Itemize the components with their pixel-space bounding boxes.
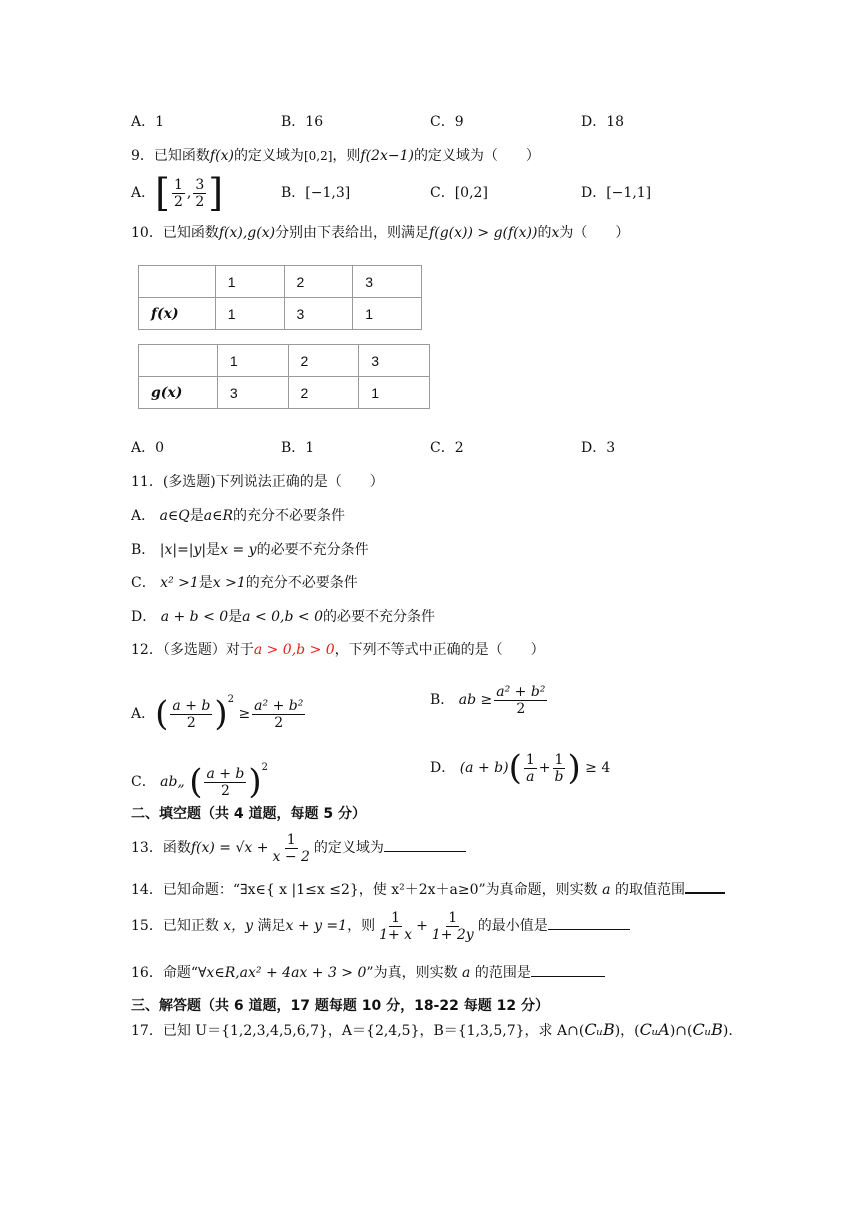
q10-stem-text: 10．已知函数 [131, 225, 219, 241]
option-label: D． [430, 760, 456, 776]
q17-complement-a: CᵤA [639, 1020, 670, 1039]
q15-condition: x + y =1 [285, 918, 348, 934]
math: x >1 [212, 575, 246, 591]
answer-blank[interactable] [384, 837, 466, 852]
q16-stem-text-2: ”为真，则实数 [366, 965, 458, 981]
fraction [193, 177, 206, 210]
q17-complement-b: CᵤB [584, 1020, 615, 1039]
q9-option-d: D．[−1,1] [581, 185, 652, 201]
q9-stem-text-2: 的定义域为 [233, 148, 304, 164]
denominator: 2 [516, 700, 526, 717]
math: x = y [220, 542, 257, 558]
math: ab„ [160, 774, 185, 790]
q17-line [131, 1020, 733, 1041]
q9-option-b: B．[−1,3] [281, 185, 351, 201]
right-paren: ) [248, 762, 262, 802]
table-cell: 1 [353, 298, 422, 330]
q11-stem: 11．(多选题)下列说法正确的是（ ） [131, 474, 384, 490]
q10-stem-text-3: 的 [537, 225, 552, 241]
table-cell: 1 [215, 298, 284, 330]
q9-stem-text-3: ，则 [332, 148, 361, 164]
numerator: 1 [448, 909, 458, 926]
fraction [252, 698, 305, 731]
q16-math: ∀x∈R,ax² + 4ax + 3 > 0 [197, 965, 367, 981]
text: 的充分不必要条件 [233, 508, 346, 524]
math: ≥ 4 [585, 760, 611, 776]
section-3-title: 三、解答题（共 6 道题，17 题每题 10 分，18-22 每题 12 分） [131, 998, 549, 1014]
q11-option-d [131, 607, 435, 627]
text: 是 [198, 575, 213, 591]
q13-line [131, 830, 466, 866]
text: 是 [189, 508, 204, 524]
q13-stem-text-2: 的定义域为 [313, 840, 384, 856]
q10-stem [131, 223, 629, 243]
table-cell: 2 [288, 377, 359, 409]
numerator: a + b [172, 697, 211, 714]
q10-option-c: C．2 [430, 440, 464, 456]
table-cell: 3 [217, 377, 288, 409]
q8-option-a: A．1 [131, 114, 165, 130]
q12-stem-text-2: ，下列不等式中正确的是（ ） [334, 642, 545, 658]
fraction [172, 177, 185, 210]
q8-option-b: B．16 [281, 114, 324, 130]
table-cell: 1 [217, 345, 288, 377]
math: (a + b) [459, 760, 509, 776]
q15-line [131, 906, 630, 946]
numerator: a² + b² [254, 697, 304, 714]
q11-option-b [131, 540, 369, 560]
denominator: x − 2 [272, 848, 310, 865]
table-row [139, 266, 422, 298]
q12-stem [131, 640, 545, 660]
option-label: D． [131, 609, 157, 625]
math: a∈Q [159, 508, 190, 524]
option-label: C． [131, 575, 156, 591]
q12-option-a [131, 680, 307, 734]
table-cell: 2 [284, 266, 353, 298]
denominator: 2 [173, 193, 183, 210]
q15-stem-text-3: ，则 [347, 918, 376, 934]
q14-line [131, 878, 725, 900]
q9-fx: f(x) [209, 148, 234, 164]
q10-option-b: B．1 [281, 440, 315, 456]
table-cell [139, 266, 216, 298]
q17-complement-b-2: CᵤB [692, 1020, 723, 1039]
q9-option-a: A．[ $\frac{1}{2}$ , $\frac{3}{2}$ ] [131, 171, 224, 215]
option-label: A． [131, 706, 156, 722]
q9-option-c: C．[0,2] [430, 185, 488, 201]
q15-stem-text: 15．已知正数 [131, 918, 219, 934]
table-cell: 3 [284, 298, 353, 330]
q15-stem-text-4: 的最小值是 [477, 918, 548, 934]
q12-option-c [131, 746, 268, 804]
numerator: 1 [286, 831, 296, 848]
q9-f2x: f(2x−1) [360, 148, 414, 164]
denominator: 1+ x [379, 926, 413, 943]
q11-option-c [131, 573, 358, 593]
fraction [552, 752, 565, 785]
text: 的必要不充分条件 [256, 542, 369, 558]
table-g [138, 344, 430, 409]
answer-blank[interactable] [548, 915, 630, 930]
fraction [524, 752, 537, 785]
q16-line [131, 962, 605, 983]
table-cell: 3 [359, 345, 430, 377]
q16-stem-text: 16．命题“ [131, 965, 198, 981]
q9-option-a-label: A． [131, 185, 156, 201]
text: 的充分不必要条件 [245, 575, 358, 591]
q17-text-3: )∩( [669, 1023, 693, 1039]
table-cell: 3 [353, 266, 422, 298]
table-cell: 1 [215, 266, 284, 298]
numerator: 1 [173, 176, 183, 193]
table-cell [139, 345, 218, 377]
q17-text-4: ). [722, 1023, 733, 1039]
q10-stem-text-2: 分别由下表给出，则满足 [275, 225, 430, 241]
q16-stem-text-3: 的范围是 [474, 965, 531, 981]
fraction [377, 910, 414, 943]
q17-text: 17．已知 U＝{1,2,3,4,5,6,7}，A＝{2,4,5}，B＝{1,3,5,7}，求 A∩( [131, 1023, 585, 1039]
text: 是 [206, 542, 221, 558]
fraction [270, 832, 311, 865]
q17-text-2: )，( [614, 1023, 640, 1039]
math: |x|=|y| [159, 542, 207, 558]
q13-fx: f(x) = √x + [190, 840, 269, 856]
q9-stem-text: 9．已知函数 [131, 148, 210, 164]
option-label: B． [430, 692, 455, 708]
ge-symbol: ≥ [238, 706, 251, 722]
q16-var: a [462, 965, 471, 981]
ge-symbol: ≥ [480, 692, 493, 708]
exponent: 2 [261, 762, 269, 773]
numerator: 1 [525, 751, 535, 768]
denominator: 2 [186, 714, 196, 731]
q10-inequality: f(g(x)) > g(f(x)) [429, 225, 538, 241]
q8-option-d: D．18 [581, 114, 625, 130]
q12-condition: a > 0,b > 0 [253, 642, 335, 658]
q11-option-a [131, 506, 345, 526]
text: 是 [228, 609, 243, 625]
table-row-label: f(x) [139, 298, 216, 330]
denominator: 2 [195, 193, 205, 210]
q12-option-d: D． (a + b)( $\frac{1}{a}$ + $\frac{1}{b}$ ) ≥ 4 [430, 748, 611, 788]
q9-stem-text-4: 的定义域为（ ） [413, 148, 540, 164]
math: a < 0,b < 0 [242, 609, 324, 625]
q10-stem-text-4: 为（ ） [559, 225, 630, 241]
table-row [139, 298, 422, 330]
numerator: 1 [391, 909, 401, 926]
section-2-title: 二、填空题（共 4 道题，每题 5 分） [131, 806, 366, 822]
q10-option-a: A．0 [131, 440, 165, 456]
fraction [170, 698, 212, 731]
numerator: 1 [554, 751, 564, 768]
fraction [494, 684, 547, 717]
option-label: B． [131, 542, 156, 558]
denominator: 1+ 2y [431, 926, 474, 943]
denominator: 2 [274, 714, 284, 731]
table-row-label: g(x) [139, 377, 218, 409]
fraction [430, 910, 476, 943]
q14-stem-text: 14．已知命题：“∃x∈{ x |1≤x ≤2}，使 x²＋2x＋a≥0”为真命题，则实数 [131, 882, 598, 898]
q13-stem-text: 13．函数 [131, 840, 191, 856]
q10-option-d: D．3 [581, 440, 616, 456]
q14-stem-text-2: 的取值范围 [614, 882, 685, 898]
right-paren: ) [214, 694, 228, 734]
q9-domain: [0,2] [303, 149, 333, 163]
plus: + [416, 918, 428, 934]
exponent: 2 [227, 694, 234, 705]
table-cell: 1 [359, 377, 430, 409]
math: a + b < 0 [160, 609, 229, 625]
table-f [138, 265, 422, 330]
numerator: a + b [206, 765, 245, 782]
numerator: a² + b² [496, 683, 546, 700]
option-label: A． [131, 508, 156, 524]
text: 的必要不充分条件 [323, 609, 436, 625]
q15-stem-text-2: 满足 [257, 918, 286, 934]
q14-var: a [602, 882, 611, 898]
answer-blank[interactable] [531, 962, 605, 977]
right-bracket: ] [208, 171, 224, 215]
table-cell: 2 [288, 345, 359, 377]
math: x² >1 [160, 575, 199, 591]
table-row [139, 345, 430, 377]
q15-vars: x，y [223, 918, 254, 934]
left-bracket: [ [155, 171, 170, 215]
left-paren: ( [508, 748, 522, 788]
math: ab [458, 692, 477, 708]
left-paren: ( [189, 762, 203, 802]
q12-option-b [430, 680, 549, 720]
q8-option-c: C．9 [430, 114, 464, 130]
q10-x: x [551, 225, 560, 241]
q12-stem-text: 12．（多选题）对于 [131, 642, 254, 658]
right-paren: ) [567, 748, 581, 788]
option-label: C． [131, 774, 156, 790]
denominator: b [554, 768, 564, 785]
table-row [139, 377, 430, 409]
q10-fg: f(x),g(x) [218, 225, 276, 241]
left-paren: ( [155, 694, 169, 734]
numerator: 3 [195, 176, 205, 193]
q9-stem [131, 146, 540, 166]
answer-blank[interactable] [685, 878, 725, 894]
denominator: 2 [220, 782, 230, 799]
math: a∈R [203, 508, 234, 524]
fraction [204, 766, 246, 799]
denominator: a [526, 768, 535, 785]
